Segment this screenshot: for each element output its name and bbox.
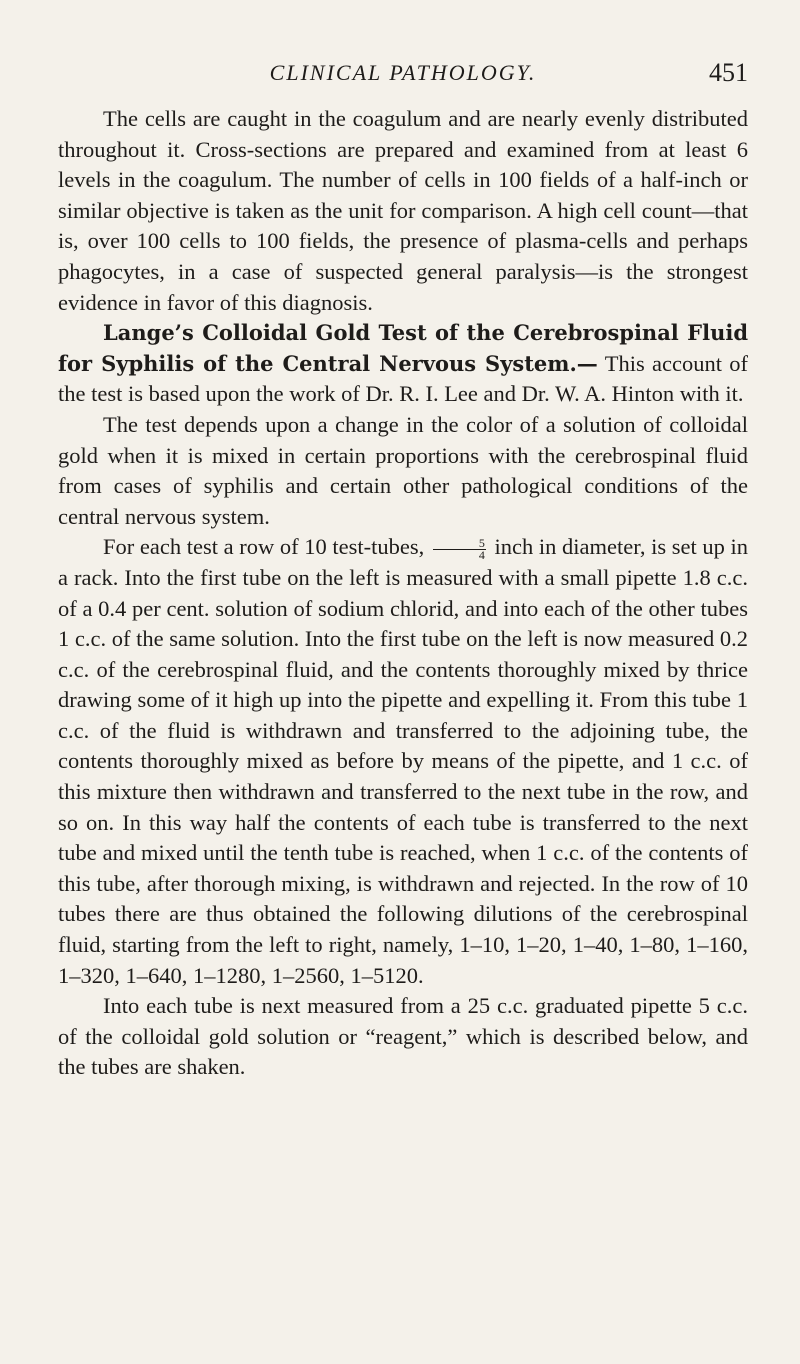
page-header (58, 60, 748, 100)
paragraph-lange-test-intro (58, 318, 748, 410)
section-heading: Lange’s Colloidal Gold Test of the Cerebrospinal Fluid for Syphilis of the Central Nervous System.— (58, 320, 748, 376)
fraction-numerator: 5 (433, 538, 486, 550)
fraction-denominator: 4 (478, 547, 485, 562)
procedure-text-start: For each test a row of 10 test-tubes, (103, 534, 425, 560)
running-title: CLINICAL PATHOLOGY. (269, 60, 537, 85)
inch-fraction (433, 535, 486, 562)
paragraph-reagent: Into each tube is next measured from a 25 c.c. graduated pipette 5 c.c. of the colloidal gold solution or “reagent,” which is described below, and the tubes are shaken. (58, 993, 748, 1080)
paragraph-test-procedure (58, 532, 748, 991)
body-text (58, 104, 748, 1083)
paragraph-test-principle: The test depends upon a change in the color of a solution of colloidal gold when it is mixed in certain proportions with the cerebrospinal fluid from cases of syphilis and certain other pathological conditions of the central nervous system. (58, 411, 748, 529)
procedure-text-rest: inch in diameter, is set up in a rack. Into the first tube on the left is measured with a small pipette 1.8 c.c. of a 0.4 per cent. solution of sodium chlorid, and into each of the other tubes 1 c.c. of the same solution. Into the first tube on the left is now measured 0.2 c.c. of the cerebrospinal fluid, and the contents thoroughly mixed by thrice drawing some of it high up into the pipette and expelling it. From this tube 1 c.c. of the fluid is withdrawn and transferred to the adjoining tube, the contents thoroughly mixed as before by means of the pipette, and 1 c.c. of this mixture then withdrawn and transferred to the next tube in the row, and so on. In this way half the contents of each tube is transferred to the next tube and mixed until the tenth tube is reached, when 1 c.c. of the contents of this tube, after thorough mixing, is withdrawn and rejected. In the row of 10 tubes there are thus obtained the following dilutions of the cerebrospinal fluid, starting from the left to right, namely, 1–10, 1–20, 1–40, 1–80, 1–160, 1–320, 1–640, 1–1280, 1–2560, 1–5120. (58, 534, 749, 988)
heading-tail-text: This account of the test is based upon the work of Dr. R. I. Lee and Dr. W. A. Hinton with it. (58, 350, 748, 407)
page-number: 451 (709, 58, 748, 87)
paragraph-cell-count: The cells are caught in the coagulum and are nearly evenly distributed throughout it. Cross-sections are prepared and examined from at least 6 levels in the coagulum. The number of cells in 100 fields of a half-inch or similar objective is taken as the unit for comparison. A high cell count—that is, over 100 cells to 100 fields, the presence of plasma-cells and perhaps phagocytes, in a case of suspected general paralysis—is the strongest evidence in favor of this diagnosis. (58, 106, 748, 315)
